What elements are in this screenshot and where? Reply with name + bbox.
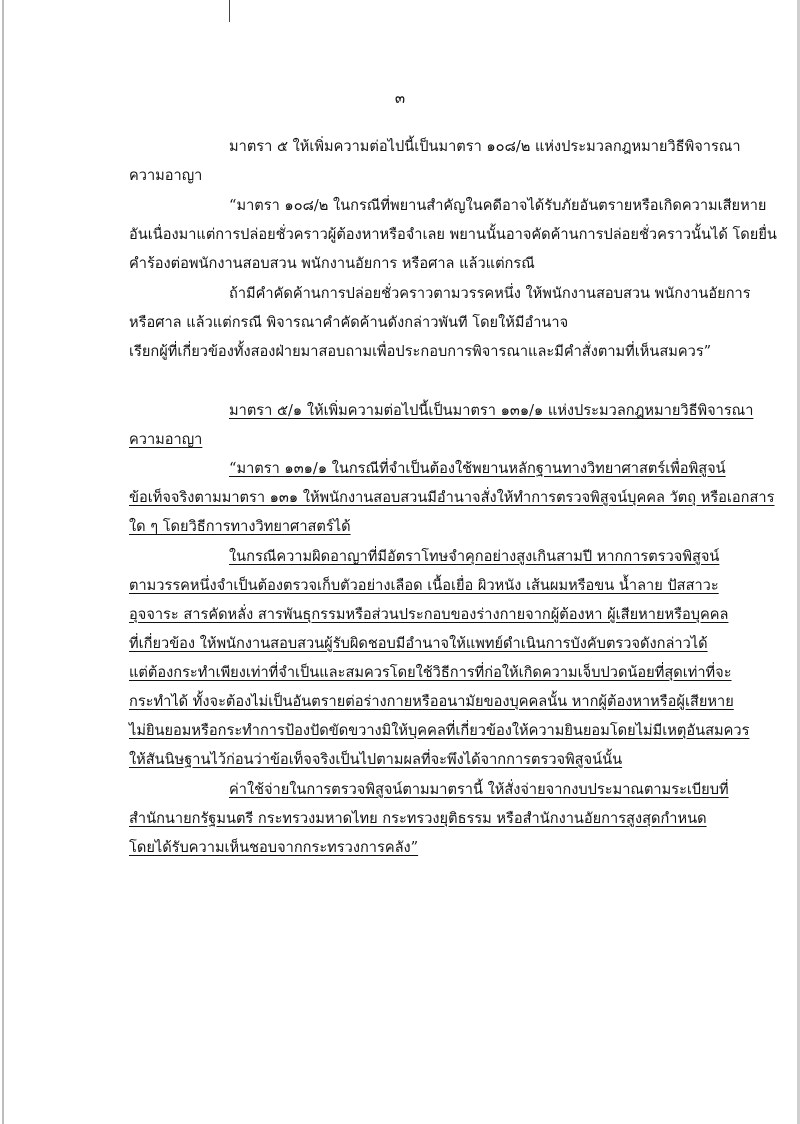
section-131-1-para2: ในกรณีความผิดอาญาที่มีอัตราโทษจำคุกอย่างสูงเกินสามปี หากการตรวจพิสูจน์ (229, 548, 720, 565)
section-131-1-text: “มาตรา ๑๓๑/๑ ในกรณีที่จำเป็นต้องใช้พยานหลักฐานทางวิทยาศาสตร์เพื่อพิสูจน์ (229, 460, 726, 477)
section-108-2-text: “มาตรา ๑๐๘/๒ ในกรณีที่พยานสำคัญในคดีอาจได้รับภัยอันตรายหรือเกิดความเสียหาย (229, 197, 767, 214)
section-5-1-heading: มาตรา ๕/๑ ให้เพิ่มความต่อไปนี้เป็นมาตรา ๑๓๑/๑ แห่งประมวลกฎหมายวิธีพิจารณา (229, 402, 754, 419)
page-number: ๓ (394, 89, 406, 107)
section-108-2-para2: หรือศาล แล้วแต่กรณี พิจารณาคำคัดค้านดังกล่าวพันที โดยให้มีอำนาจ (129, 314, 569, 331)
section-131-1-text: ข้อเท็จจริงตามมาตรา ๑๓๑ ให้พนักงานสอบสวนมีอำนาจสั่งให้ทำการตรวจพิสูจน์บุคคล วัตถุ หรือเอกสาร (129, 489, 775, 506)
section-131-1-para2: ไม่ยินยอมหรือกระทำการป้องปัดขัดขวางมิให้บุคคลที่เกี่ยวข้องให้ความยินยอมโดยไม่มีเหตุอันสมควร (129, 722, 750, 739)
section-5-heading-cont: ความอาญา (129, 167, 203, 184)
section-131-1-para2: อุจจาระ สารคัดหลั่ง สารพันธุกรรมหรือส่วนประกอบของร่างกายจากผู้ต้องหา ผู้เสียหายหรือบุคคล (129, 606, 729, 623)
scan-mark (229, 0, 230, 22)
section-131-1-para3: ค่าใช้จ่ายในการตรวจพิสูจน์ตามมาตรานี้ ให้สั่งจ่ายจากงบประมาณตามระเบียบที่ (229, 781, 729, 798)
section-131-1-para3: โดยได้รับความเห็นชอบจากกระทรวงการคลัง” (129, 839, 419, 856)
section-131-1-para2: ที่เกี่ยวข้อง ให้พนักงานสอบสวนผู้รับผิดชอบมีอำนาจให้แพทย์ดำเนินการบังคับตรวจดังกล่าวได้ (129, 635, 708, 652)
section-5-1-heading-cont: ความอาญา (129, 431, 203, 448)
scan-edge-left (2, 0, 4, 1124)
section-108-2-text: อันเนื่องมาแต่การปล่อยชั่วคราวผู้ต้องหาหรือจำเลย พยานนั้นอาจคัดค้านการปล่อยชั่วคราวนั้นได้ โดยยื่น (129, 226, 777, 243)
section-131-1-para2: ให้สันนิษฐานไว้ก่อนว่าข้อเท็จจริงเป็นไปตามผลที่จะพึงได้จากการตรวจพิสูจน์นั้น (129, 751, 623, 768)
section-131-1-para3: สำนักนายกรัฐมนตรี กระทรวงมหาดไทย กระทรวงยุติธรรม หรือสำนักงานอัยการสูงสุดกำหนด (129, 810, 707, 827)
section-131-1-para2: ตามวรรคหนึ่งจำเป็นต้องตรวจเก็บตัวอย่างเลือด เนื้อเยื่อ ผิวหนัง เส้นผมหรือขน น้ำลาย ปัสสาวะ (129, 577, 719, 594)
section-108-2-para2: เรียกผู้ที่เกี่ยวข้องทั้งสองฝ่ายมาสอบถามเพื่อประกอบการพิจารณาและมีคำสั่งตามที่เห็นสมควร” (129, 343, 712, 360)
section-131-1-para2: แต่ต้องกระทำเพียงเท่าที่จำเป็นและสมควรโดยใช้วิธีการที่ก่อให้เกิดความเจ็บปวดน้อยที่สุดเท่าที่จะ (129, 664, 732, 681)
section-108-2-text: คำร้องต่อพนักงานสอบสวน พนักงานอัยการ หรือศาล แล้วแต่กรณี (129, 255, 535, 272)
section-131-1-para2: กระทำได้ ทั้งจะต้องไม่เป็นอันตรายต่อร่างกายหรืออนามัยของบุคคลนั้น หากผู้ต้องหาหรือผู้เสียหาย (129, 693, 734, 710)
section-108-2-para2: ถ้ามีคำคัดค้านการปล่อยชั่วคราวตามวรรคหนึ่ง ให้พนักงานสอบสวน พนักงานอัยการ (229, 285, 751, 302)
section-131-1-text: ใด ๆ โดยวิธีการทางวิทยาศาสตร์ได้ (129, 518, 351, 535)
section-5-heading: มาตรา ๕ ให้เพิ่มความต่อไปนี้เป็นมาตรา ๑๐๘/๒ แห่งประมวลกฎหมายวิธีพิจารณา (229, 138, 741, 155)
